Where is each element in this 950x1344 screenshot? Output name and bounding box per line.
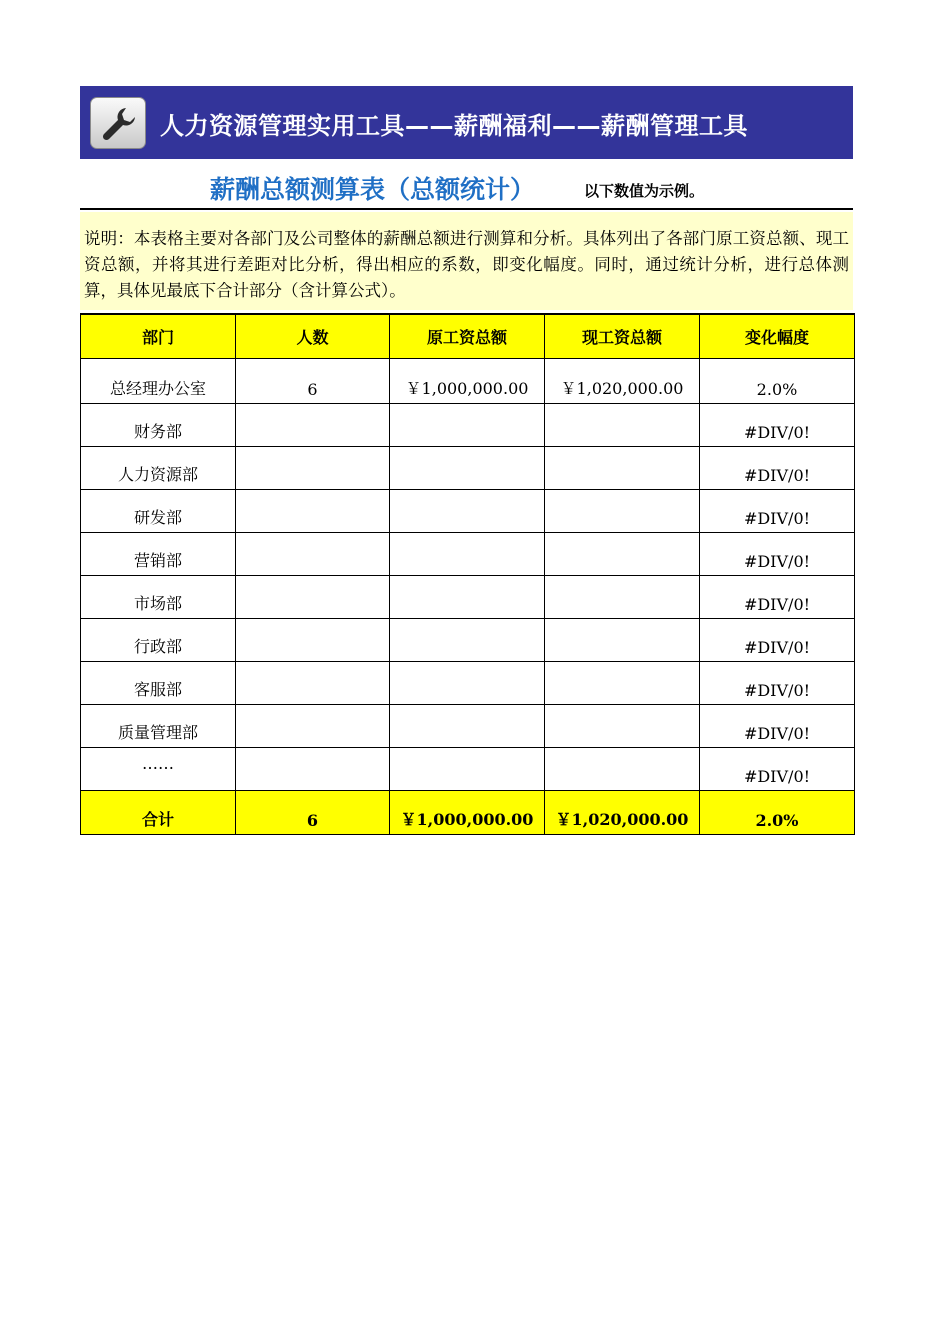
col-header-change: 变化幅度: [700, 314, 855, 358]
cell-dept[interactable]: 客服部: [81, 661, 236, 704]
cell-change[interactable]: #DIV/0!: [700, 704, 855, 747]
total-row: [81, 790, 855, 834]
table-row: [81, 532, 855, 575]
cell-dept[interactable]: 财务部: [81, 403, 236, 446]
cell-original[interactable]: [390, 747, 545, 790]
description-box: 说明：本表格主要对各部门及公司整体的薪酬总额进行测算和分析。具体列出了各部门原工资总额、现工资总额，并将其进行差距对比分析，得出相应的系数，即变化幅度。同时，通过统计分析，进行总体测算，具体见最底下合计部分（含计算公式）。: [80, 212, 853, 310]
table-row: [81, 747, 855, 790]
table-row: [81, 489, 855, 532]
cell-dept[interactable]: 质量管理部: [81, 704, 236, 747]
table-row: [81, 704, 855, 747]
table-row: [81, 661, 855, 704]
table-row: [81, 358, 855, 403]
header-row: [81, 314, 855, 358]
table-row: [81, 575, 855, 618]
cell-change[interactable]: #DIV/0!: [700, 489, 855, 532]
cell-original[interactable]: [390, 575, 545, 618]
salary-table: [80, 313, 855, 835]
table-row: [81, 618, 855, 661]
cell-count[interactable]: [236, 446, 390, 489]
cell-count[interactable]: [236, 532, 390, 575]
cell-count[interactable]: 6: [236, 358, 390, 403]
total-change[interactable]: 2.0%: [700, 790, 855, 834]
cell-current[interactable]: [545, 747, 700, 790]
subtitle-row: [80, 160, 853, 210]
cell-current[interactable]: [545, 403, 700, 446]
total-count[interactable]: 6: [236, 790, 390, 834]
cell-current[interactable]: [545, 446, 700, 489]
cell-current[interactable]: [545, 489, 700, 532]
cell-dept[interactable]: 营销部: [81, 532, 236, 575]
cell-current[interactable]: [545, 661, 700, 704]
cell-count[interactable]: [236, 661, 390, 704]
cell-dept[interactable]: 市场部: [81, 575, 236, 618]
cell-change[interactable]: #DIV/0!: [700, 661, 855, 704]
header-banner: [80, 86, 853, 159]
cell-original[interactable]: [390, 489, 545, 532]
cell-count[interactable]: [236, 575, 390, 618]
total-label: 合计: [81, 790, 236, 834]
cell-original[interactable]: ￥1,000,000.00: [390, 358, 545, 403]
cell-change[interactable]: #DIV/0!: [700, 532, 855, 575]
cell-current[interactable]: [545, 618, 700, 661]
cell-change[interactable]: #DIV/0!: [700, 446, 855, 489]
cell-count[interactable]: [236, 403, 390, 446]
wrench-icon: [90, 97, 146, 149]
cell-original[interactable]: [390, 661, 545, 704]
cell-current[interactable]: [545, 532, 700, 575]
total-original[interactable]: ￥1,000,000.00: [390, 790, 545, 834]
cell-change[interactable]: #DIV/0!: [700, 618, 855, 661]
sample-note: 以下数值为示例。: [584, 182, 705, 200]
cell-dept[interactable]: ……: [81, 747, 236, 790]
col-header-original: 原工资总额: [390, 314, 545, 358]
cell-current[interactable]: ￥1,020,000.00: [545, 358, 700, 403]
cell-dept[interactable]: 研发部: [81, 489, 236, 532]
col-header-dept: 部门: [81, 314, 236, 358]
cell-current[interactable]: [545, 704, 700, 747]
cell-original[interactable]: [390, 532, 545, 575]
col-header-count: 人数: [236, 314, 390, 358]
cell-original[interactable]: [390, 446, 545, 489]
table-row: [81, 403, 855, 446]
col-header-current: 现工资总额: [545, 314, 700, 358]
cell-dept[interactable]: 人力资源部: [81, 446, 236, 489]
cell-change[interactable]: #DIV/0!: [700, 403, 855, 446]
cell-count[interactable]: [236, 489, 390, 532]
cell-change[interactable]: #DIV/0!: [700, 747, 855, 790]
cell-dept[interactable]: 总经理办公室: [81, 358, 236, 403]
cell-change[interactable]: #DIV/0!: [700, 575, 855, 618]
sheet-title: 薪酬总额测算表（总额统计）: [210, 175, 536, 204]
table-row: [81, 446, 855, 489]
cell-current[interactable]: [545, 575, 700, 618]
cell-count[interactable]: [236, 618, 390, 661]
cell-count[interactable]: [236, 704, 390, 747]
page-title: 人力资源管理实用工具——薪酬福利——薪酬管理工具: [160, 112, 748, 140]
cell-dept[interactable]: 行政部: [81, 618, 236, 661]
cell-original[interactable]: [390, 704, 545, 747]
cell-change[interactable]: 2.0%: [700, 358, 855, 403]
cell-original[interactable]: [390, 618, 545, 661]
cell-original[interactable]: [390, 403, 545, 446]
cell-count[interactable]: [236, 747, 390, 790]
total-current[interactable]: ￥1,020,000.00: [545, 790, 700, 834]
